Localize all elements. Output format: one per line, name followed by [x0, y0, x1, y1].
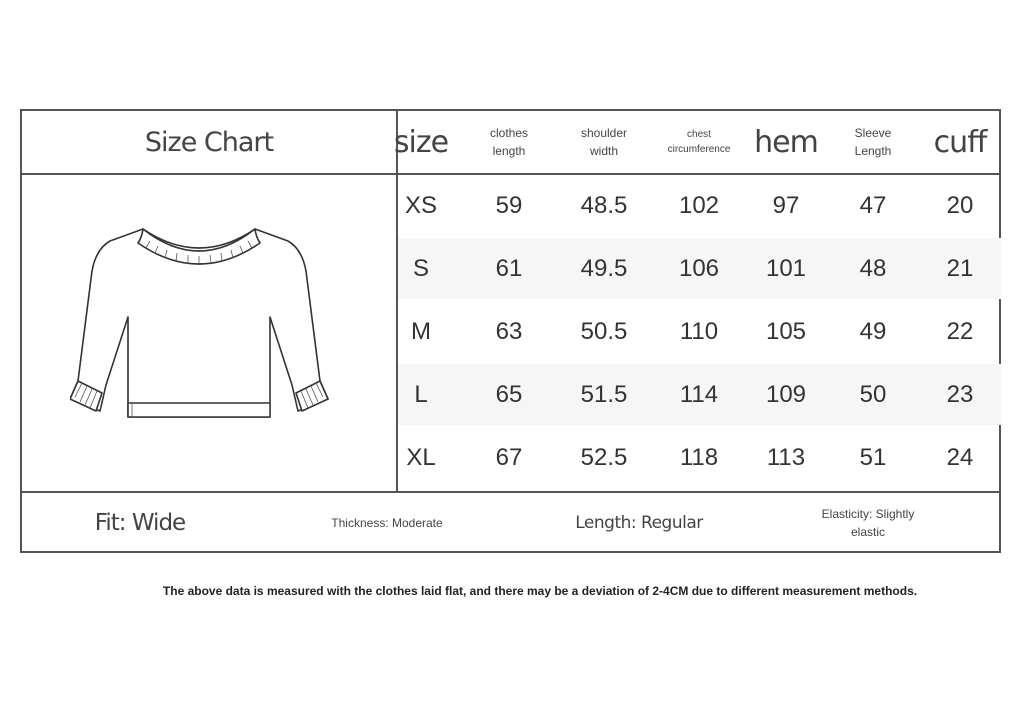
measurement-cell: 67 [495, 443, 523, 471]
measurement-cell: 23 [946, 380, 974, 408]
table-row [398, 427, 1001, 488]
table-row [398, 238, 1001, 299]
column-header: cuff [933, 124, 987, 160]
column-header: chest circumference [667, 129, 731, 155]
measurement-cell: 106 [678, 254, 720, 282]
measurement-cell: 113 [766, 443, 806, 471]
elasticity-label: Elasticity: Slightly elastic [821, 507, 915, 539]
column-header: hem [754, 124, 818, 160]
measurement-cell: 24 [946, 443, 974, 471]
column-header: shoulder width [580, 126, 628, 158]
measurement-cell: 48.5 [580, 191, 628, 219]
measurement-cell: 102 [678, 191, 720, 219]
table-row [398, 301, 1001, 362]
measurement-cell: 51.5 [580, 380, 628, 408]
table-row [398, 175, 1001, 236]
measurement-cell: 101 [765, 254, 807, 282]
column-header: size [393, 124, 449, 160]
measurement-cell: 110 [679, 317, 719, 345]
chart-title: Size Chart [144, 126, 274, 158]
measurement-cell: 114 [679, 380, 719, 408]
size-cell: XL [406, 443, 436, 471]
measurement-cell: 61 [495, 254, 523, 282]
measurement-cell: 22 [946, 317, 974, 345]
measurement-cell: 49.5 [580, 254, 628, 282]
measurement-cell: 59 [495, 191, 523, 219]
measurement-note: The above data is measured with the clothes laid flat, and there may be a deviation of 2-4CM due to different measurement methods. [162, 584, 918, 598]
table-row [398, 364, 1001, 425]
size-cell: L [414, 380, 428, 408]
fit-label: Fit: Wide [94, 510, 186, 536]
measurement-cell: 52.5 [580, 443, 628, 471]
measurement-cell: 21 [946, 254, 974, 282]
size-cell: S [412, 254, 430, 282]
measurement-cell: 50.5 [580, 317, 628, 345]
measurement-cell: 65 [495, 380, 523, 408]
measurement-cell: 109 [765, 380, 807, 408]
thickness-label: Thickness: Moderate [331, 516, 443, 530]
measurement-cell: 97 [772, 191, 800, 219]
size-cell: M [411, 317, 431, 345]
measurement-cell: 51 [859, 443, 887, 471]
measurement-cell: 118 [679, 443, 719, 471]
length-label: Length: Regular [575, 513, 703, 533]
measurement-cell: 50 [859, 380, 887, 408]
measurement-cell: 63 [495, 317, 523, 345]
measurement-cell: 49 [859, 317, 887, 345]
measurement-cell: 48 [859, 254, 887, 282]
size-cell: XS [404, 191, 438, 219]
measurement-cell: 47 [859, 191, 887, 219]
measurement-cell: 20 [946, 191, 974, 219]
size-chart-table [20, 109, 1001, 553]
measurement-cell: 105 [765, 317, 807, 345]
column-header: Sleeve Length [854, 126, 892, 158]
column-header: clothes length [489, 126, 529, 158]
sweater-icon [70, 221, 330, 431]
